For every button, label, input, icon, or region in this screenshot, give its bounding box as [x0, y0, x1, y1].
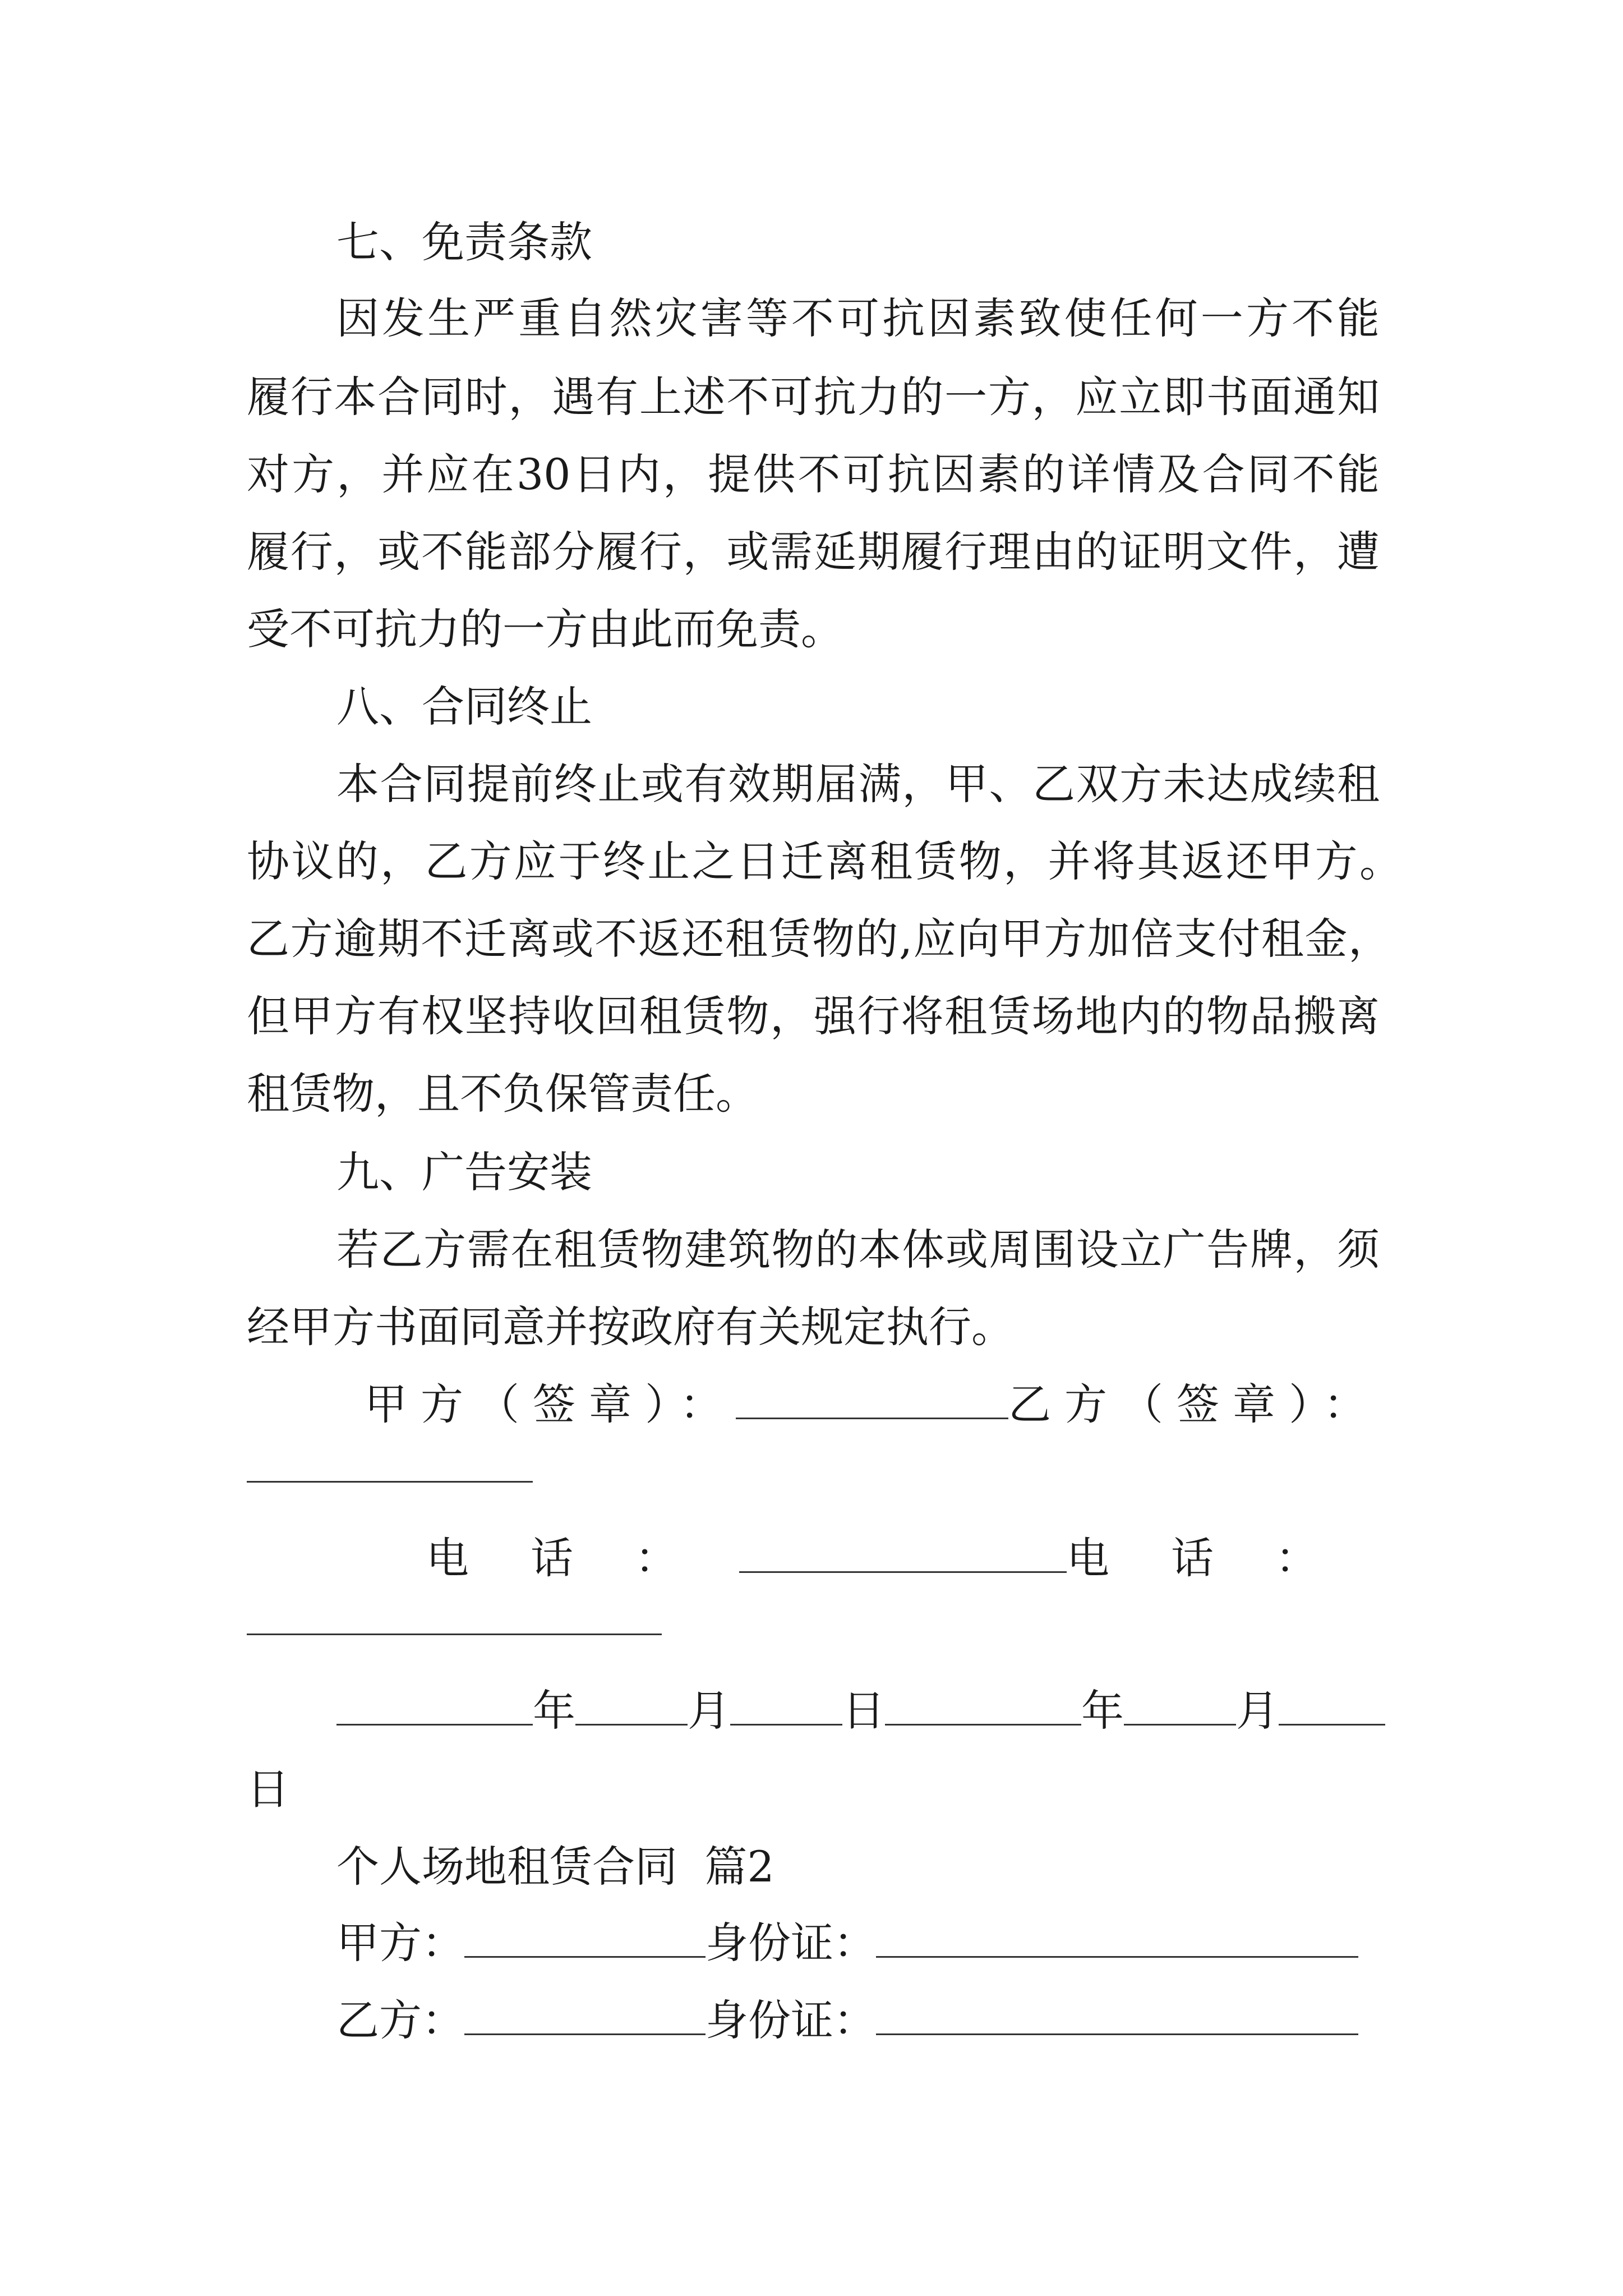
- paragraph-line: 因发生严重自然灾害等不可抗因素致使任何一方不能: [336, 293, 1380, 343]
- year-label: 年: [1081, 1686, 1124, 1736]
- paragraph-line: 租赁物，且不负保管责任。: [247, 1069, 758, 1119]
- month-label: 月: [688, 1686, 730, 1736]
- section-heading: 九、广告安装: [336, 1147, 592, 1197]
- party-a-id-blank[interactable]: [876, 1922, 1358, 1958]
- party-a-year-blank[interactable]: [336, 1690, 533, 1726]
- party-b-sign-label: 乙方（签章）：: [1008, 1379, 1380, 1429]
- party-a-sign-blank[interactable]: [736, 1384, 1008, 1419]
- paragraph-line: 乙方逾期不迁离或不返还租赁物的,应向甲方加倍支付租金，: [247, 914, 1391, 964]
- section-heading: 八、合同终止: [336, 682, 592, 731]
- party-b-id-blank[interactable]: [876, 2000, 1358, 2035]
- date-row: [336, 1683, 1385, 1739]
- day-label: 日: [842, 1686, 885, 1736]
- party-a-row: [336, 1915, 1358, 1971]
- day-label: 日: [247, 1764, 289, 1814]
- party-a-month-blank[interactable]: [575, 1690, 688, 1726]
- paragraph-line: 经甲方书面同意并按政府有关规定执行。: [247, 1302, 1014, 1352]
- party-b-name-blank[interactable]: [464, 2000, 706, 2035]
- party-a-name-blank[interactable]: [464, 1922, 706, 1958]
- month-label: 月: [1236, 1686, 1279, 1736]
- party-a-sign-label: 甲方（签章）：: [365, 1379, 736, 1429]
- party-a-phone-blank[interactable]: [739, 1538, 1067, 1573]
- party-b-row: [336, 1993, 1358, 2049]
- party-b-day-blank[interactable]: [1279, 1690, 1385, 1726]
- paragraph-line: 但甲方有权坚持收回租赁物，强行将租赁场地内的物品搬离: [247, 991, 1380, 1041]
- section-heading: 七、免责条款: [336, 217, 592, 267]
- party-b-phone-blank[interactable]: [247, 1634, 662, 1635]
- party-b-month-blank[interactable]: [1124, 1690, 1236, 1726]
- party-a-label: 甲方：: [336, 1918, 464, 1968]
- party-b-year-blank[interactable]: [885, 1690, 1081, 1726]
- party-a-day-blank[interactable]: [730, 1690, 842, 1726]
- id-label: 身份证：: [706, 1918, 876, 1968]
- party-b-sign-blank[interactable]: [247, 1481, 533, 1483]
- paragraph-line: 履行本合同时，遇有上述不可抗力的一方，应立即书面通知: [247, 372, 1380, 422]
- party-b-label: 乙方：: [336, 1995, 464, 2045]
- year-label: 年: [533, 1686, 575, 1736]
- paragraph-line: 履行，或不能部分履行，或需延期履行理由的证明文件，遭: [247, 527, 1380, 577]
- party-a-phone-label: 电话：: [426, 1533, 739, 1583]
- id-label: 身份证：: [706, 1995, 876, 2045]
- phone-row: [426, 1530, 1380, 1586]
- paragraph-line: 协议的，乙方应于终止之日迁离租赁物，并将其返还甲方。: [247, 836, 1402, 886]
- paragraph-line: 本合同提前终止或有效期届满，甲、乙双方未达成续租: [336, 759, 1380, 809]
- paragraph-line: 受不可抗力的一方由此而免责。: [247, 604, 843, 654]
- paragraph-line: 对方，并应在30日内，提供不可抗因素的详情及合同不能: [247, 449, 1380, 499]
- party-b-phone-label: 电话：: [1067, 1533, 1380, 1583]
- contract-title: 个人场地租赁合同 篇2: [336, 1842, 774, 1892]
- signature-row: [365, 1377, 1380, 1433]
- paragraph-line: 若乙方需在租赁物建筑物的本体或周围设立广告牌，须: [336, 1225, 1380, 1274]
